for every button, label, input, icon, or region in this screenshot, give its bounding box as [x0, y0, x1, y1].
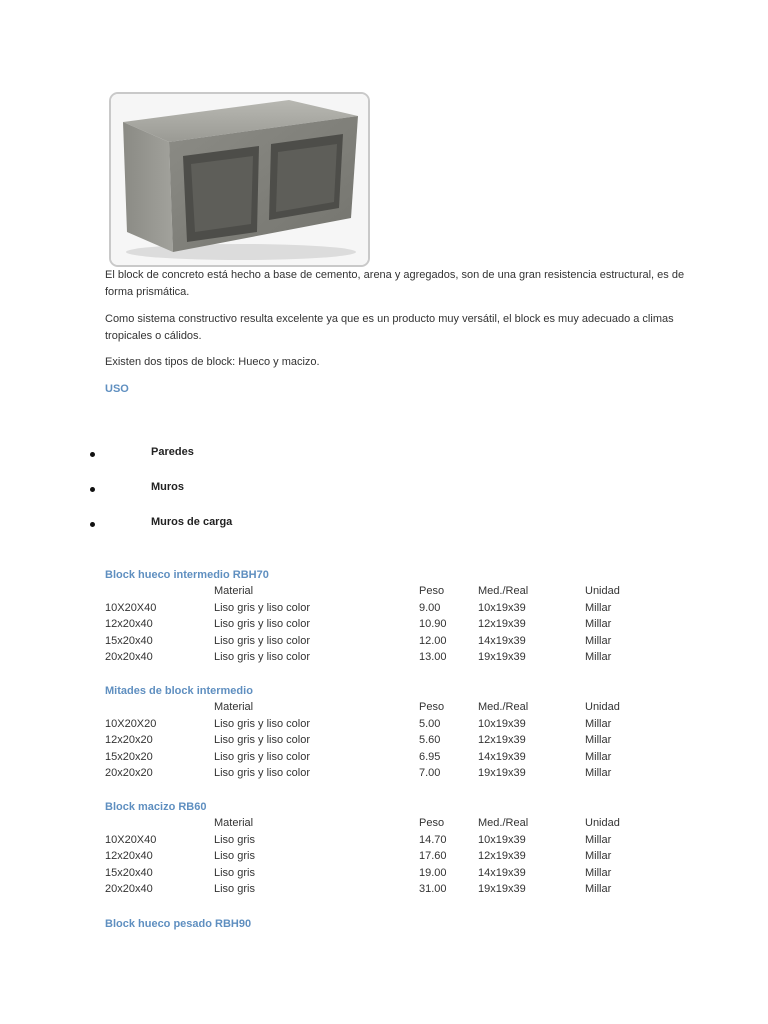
table-cell: Liso gris y liso color — [214, 734, 310, 747]
column-header: Unidad — [585, 585, 620, 597]
column-header: Peso — [419, 701, 445, 713]
column-header — [105, 815, 214, 832]
spec-table-rb60 — [105, 815, 645, 898]
table-row — [105, 649, 645, 666]
table-cell: Millar — [585, 717, 612, 730]
table-cell: 19x19x39 — [478, 651, 526, 664]
spec-table-mitades — [105, 699, 645, 782]
column-header: Med./Real — [478, 817, 529, 829]
column-header: Med./Real — [478, 585, 529, 597]
table-cell: Millar — [585, 601, 612, 614]
table-row — [105, 865, 645, 882]
table-cell: Liso gris y liso color — [214, 601, 310, 614]
table-cell: 14x19x39 — [478, 750, 526, 763]
uso-heading: USO — [105, 383, 129, 395]
table-cell: 17.60 — [419, 850, 447, 863]
table-cell: 19.00 — [419, 866, 447, 879]
table-cell: 14.70 — [419, 833, 447, 846]
table-cell: 12x20x20 — [105, 734, 153, 747]
table-cell: 7.00 — [419, 767, 441, 780]
list-item — [90, 481, 390, 501]
table-cell: 14x19x39 — [478, 634, 526, 647]
table-cell: 12x20x40 — [105, 850, 153, 863]
table-cell: Millar — [585, 634, 612, 647]
table-row — [105, 848, 645, 865]
table-cell: Liso gris y liso color — [214, 651, 310, 664]
table-cell: 12x20x40 — [105, 618, 153, 631]
table-cell: 5.00 — [419, 717, 441, 730]
table-cell: Millar — [585, 750, 612, 763]
spec-table-rbh70 — [105, 583, 645, 666]
table-row — [105, 832, 645, 849]
table-cell: Millar — [585, 883, 612, 896]
table-cell: Millar — [585, 767, 612, 780]
concrete-block-photo — [109, 92, 370, 267]
column-header: Material — [214, 585, 254, 597]
table-row — [105, 600, 645, 617]
table-row — [105, 749, 645, 766]
table-cell: 15x20x20 — [105, 750, 153, 763]
table-row — [105, 716, 645, 733]
bullet-icon — [90, 522, 95, 527]
table-cell: Millar — [585, 734, 612, 747]
table-cell: Millar — [585, 651, 612, 664]
table-cell: Millar — [585, 833, 612, 846]
table-cell: 12x19x39 — [478, 734, 526, 747]
list-item-label: Muros de carga — [151, 516, 233, 528]
table-cell: 31.00 — [419, 883, 447, 896]
intro-paragraph-3: Existen dos tipos de block: Hueco y macizo. — [105, 356, 320, 368]
table-row — [105, 732, 645, 749]
table-header-row — [105, 699, 645, 716]
table-cell: 15x20x40 — [105, 634, 153, 647]
table-cell: Liso gris — [214, 866, 255, 879]
list-item-label: Paredes — [151, 446, 194, 458]
table-heading-rbh70: Block hueco intermedio RBH70 — [105, 569, 269, 581]
table-cell: 12x19x39 — [478, 850, 526, 863]
column-header: Material — [214, 701, 254, 713]
table-cell: Liso gris y liso color — [214, 767, 310, 780]
table-cell: 10X20X40 — [105, 833, 157, 846]
table-row — [105, 616, 645, 633]
table-cell: 10X20X40 — [105, 601, 157, 614]
table-cell: Millar — [585, 618, 612, 631]
table-cell: 6.95 — [419, 750, 441, 763]
list-item-label: Muros — [151, 481, 184, 493]
column-header: Med./Real — [478, 701, 529, 713]
table-header-row — [105, 815, 645, 832]
table-cell: Liso gris y liso color — [214, 618, 310, 631]
intro-paragraph-2: Como sistema constructivo resulta excelente ya que es un producto muy versátil, el block es muy adecuado a climas tropicales o cálidos. — [105, 313, 674, 342]
column-header: Peso — [419, 585, 445, 597]
table-heading-mitades: Mitades de block intermedio — [105, 685, 253, 697]
list-item — [90, 516, 390, 536]
column-header — [105, 699, 214, 716]
table-cell: 20x20x20 — [105, 767, 153, 780]
table-cell: Liso gris — [214, 850, 255, 863]
column-header: Peso — [419, 817, 445, 829]
column-header: Unidad — [585, 817, 620, 829]
table-cell: 20x20x40 — [105, 883, 153, 896]
table-row — [105, 765, 645, 782]
table-cell: Liso gris y liso color — [214, 634, 310, 647]
column-header — [105, 583, 214, 600]
table-cell: Millar — [585, 866, 612, 879]
table-row — [105, 633, 645, 650]
table-row — [105, 881, 645, 898]
table-cell: 12.00 — [419, 634, 447, 647]
table-cell: 19x19x39 — [478, 883, 526, 896]
bullet-icon — [90, 452, 95, 457]
table-cell: Liso gris y liso color — [214, 717, 310, 730]
concrete-block-illustration — [111, 94, 368, 265]
intro-paragraph-1: El block de concreto está hecho a base de cemento, arena y agregados, son de una gran resistencia estructural, es de forma prismática. — [105, 269, 685, 298]
table-heading-rbh90: Block hueco pesado RBH90 — [105, 918, 252, 930]
list-item — [90, 446, 390, 466]
table-cell: 9.00 — [419, 601, 441, 614]
column-header: Material — [214, 817, 254, 829]
table-cell: 19x19x39 — [478, 767, 526, 780]
table-cell: 14x19x39 — [478, 866, 526, 879]
table-cell: 5.60 — [419, 734, 441, 747]
column-header: Unidad — [585, 701, 620, 713]
table-cell: Liso gris — [214, 883, 255, 896]
table-cell: 10.90 — [419, 618, 447, 631]
table-cell: 20x20x40 — [105, 651, 153, 664]
table-cell: Liso gris y liso color — [214, 750, 310, 763]
table-cell: 15x20x40 — [105, 866, 153, 879]
table-cell: 12x19x39 — [478, 618, 526, 631]
table-cell: 10X20X20 — [105, 717, 157, 730]
table-cell: 10x19x39 — [478, 717, 526, 730]
table-cell: Liso gris — [214, 833, 255, 846]
table-cell: 10x19x39 — [478, 601, 526, 614]
table-cell: Millar — [585, 850, 612, 863]
table-cell: 13.00 — [419, 651, 447, 664]
table-cell: 10x19x39 — [478, 833, 526, 846]
bullet-icon — [90, 487, 95, 492]
table-heading-rb60: Block macizo RB60 — [105, 801, 207, 813]
table-header-row — [105, 583, 645, 600]
